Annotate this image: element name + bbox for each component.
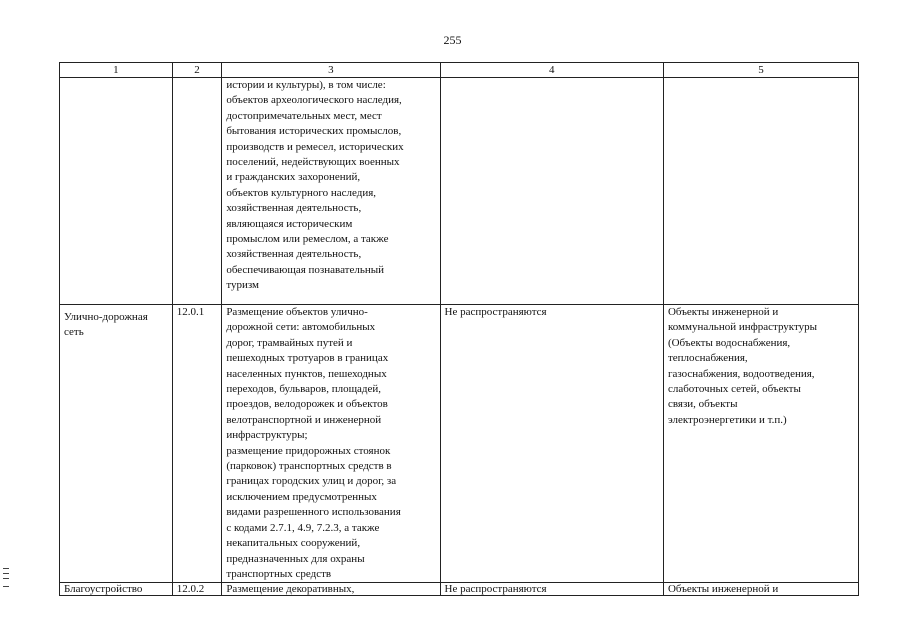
column-4-cell: Не распространяются [440,583,663,596]
use-description-cell: Размещение декоративных, [222,583,440,596]
column-header-2: 2 [172,63,222,78]
column-5-cell: Объекты инженерной и [663,583,858,596]
binding-mark [3,578,9,579]
column-4-cell [440,305,663,583]
regulations-table [59,62,859,596]
column-header-3: 3 [222,63,440,78]
use-description-cell: истории и культуры), в том числе: объектов археологического наследия, достопримечательных мест, мест бытования исторических промыслов, производств и ремесел, исторических поселений, недействующих военных и гражданских захоронений, объектов культурного наследия, хозяйственная деятельность, являющаяся историческим промыслом или ремеслом, а также хозяйственная деятельность, обеспечивающая познавательный туризм [222,78,440,305]
use-name-cell: Благоустройство [60,583,173,596]
table-header-row [60,63,859,78]
column-4-cell [440,78,663,305]
column-5-text: Объекты инженерной и коммунальной инфраструктуры (Объекты водоснабжения, теплоснабжения, газоснабжения, водоотведения, слаботочных сетей, объекты связи, объекты электроэнергетики и т.п.) [667,306,818,426]
binding-mark [3,568,9,569]
table-row [60,78,859,305]
page-number: 255 [443,33,462,47]
table-row [60,305,859,583]
use-name-text: Улично-дорожная сеть [64,311,148,339]
use-code-cell [172,78,222,305]
table-row [60,583,859,596]
use-description-cell: Размещение объектов улично- дорожной сети: автомобильных дорог, трамвайных путей и пешеходных тротуаров в границах населенных пунктов, пешеходных переходов, бульваров, площадей, проездов, велодорожек и объектов велотранспортной и инженерной инфраструктуры; размещение придорожных стоянок (парковок) транспортных средств в границах городских улиц и дорог, за исключением предусмотренных видами разрешенного использования с кодами 2.7.1, 4.9, 7.2.3, а также некапитальных сооружений, предназначенных для охраны транспортных средств [222,305,440,583]
use-name-cell [60,305,173,583]
use-code-cell [172,305,222,583]
use-code-cell: 12.0.2 [172,583,222,596]
column-header-4: 4 [440,63,663,78]
use-name-cell [60,78,173,305]
column-header-5: 5 [663,63,858,78]
column-4-text: Не распространяются [444,306,547,318]
column-5-cell [663,305,858,583]
binding-mark [3,573,9,574]
binding-mark [3,586,9,587]
column-header-1: 1 [60,63,173,78]
use-code-text: 12.0.1 [176,306,205,318]
column-5-cell [663,78,858,305]
